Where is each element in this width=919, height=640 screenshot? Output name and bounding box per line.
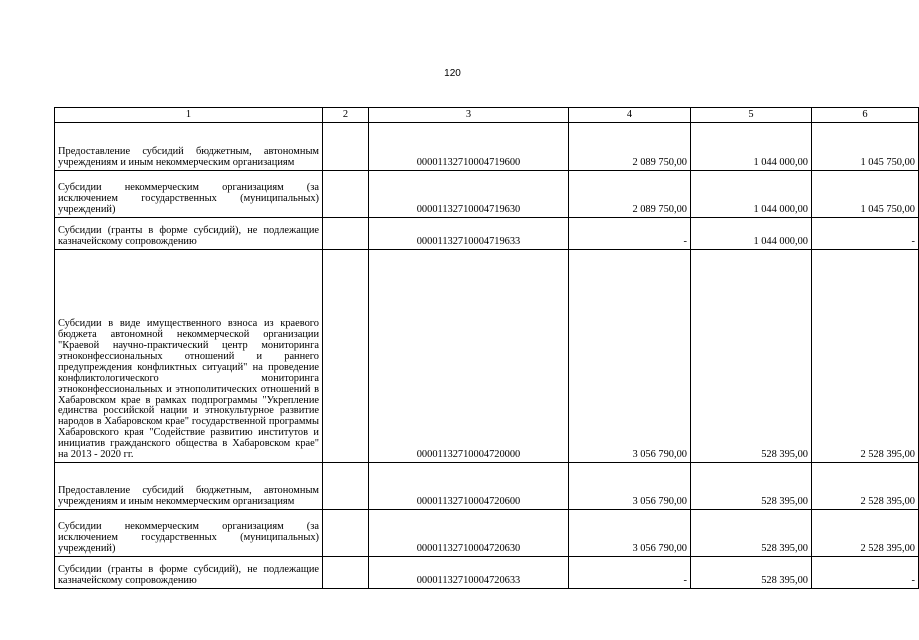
row-value-4: 3 056 790,00	[569, 463, 691, 510]
row-value-6: 2 528 395,00	[812, 250, 919, 463]
header-row	[55, 108, 919, 123]
column-header-1: 1	[55, 108, 323, 123]
row-col2	[323, 123, 369, 171]
row-value-6: -	[812, 557, 919, 589]
row-code: 00001132710004720000	[369, 250, 569, 463]
row-code: 00001132710004719633	[369, 218, 569, 250]
row-description: Субсидии некоммерческим организациям (за исключением государственных (муниципальных) учреждений)	[55, 171, 323, 218]
row-code: 00001132710004720630	[369, 510, 569, 557]
column-header-4: 4	[569, 108, 691, 123]
row-value-5: 528 395,00	[691, 250, 812, 463]
row-value-4: 3 056 790,00	[569, 250, 691, 463]
row-description: Субсидии (гранты в форме субсидий), не подлежащие казначейскому сопровождению	[55, 218, 323, 250]
row-value-4: 3 056 790,00	[569, 510, 691, 557]
row-code: 00001132710004720600	[369, 463, 569, 510]
row-value-5: 1 044 000,00	[691, 171, 812, 218]
row-value-5: 1 044 000,00	[691, 218, 812, 250]
table-row	[55, 557, 919, 589]
row-value-4: 2 089 750,00	[569, 123, 691, 171]
row-description: Субсидии некоммерческим организациям (за исключением государственных (муниципальных) учреждений)	[55, 510, 323, 557]
row-col2	[323, 510, 369, 557]
row-col2	[323, 463, 369, 510]
row-value-6: 2 528 395,00	[812, 463, 919, 510]
table-row	[55, 218, 919, 250]
row-description: Предоставление субсидий бюджетным, автономным учреждениям и иным некоммерческим организациям	[55, 123, 323, 171]
column-header-2: 2	[323, 108, 369, 123]
row-value-5: 528 395,00	[691, 557, 812, 589]
row-value-5: 528 395,00	[691, 463, 812, 510]
row-value-4: -	[569, 557, 691, 589]
row-value-4: -	[569, 218, 691, 250]
row-value-5: 528 395,00	[691, 510, 812, 557]
table-row	[55, 123, 919, 171]
table-row	[55, 463, 919, 510]
row-value-4: 2 089 750,00	[569, 171, 691, 218]
column-header-3: 3	[369, 108, 569, 123]
row-col2	[323, 557, 369, 589]
page-number: 120	[444, 68, 461, 79]
column-header-5: 5	[691, 108, 812, 123]
row-code: 00001132710004719600	[369, 123, 569, 171]
table-row	[55, 171, 919, 218]
row-description: Субсидии в виде имущественного взноса из краевого бюджета автономной некоммерческой организации "Краевой научно-практический центр мониторинга этноконфессиональных отношений и раннего предупреждения конфликтных ситуаций" на проведение конфликтологического мониторинга этноконфессиональных и этнополитических отношений в Хабаровском крае в рамках подпрограммы "Укрепление единства российской нации и этнокультурное развитие народов в Хабаровском крае" государственной программы Хабаровского края "Содействие развитию институтов и инициатив гражданского общества в Хабаровском крае" на 2013 - 2020 гг.	[55, 250, 323, 463]
row-value-6: 1 045 750,00	[812, 171, 919, 218]
row-value-5: 1 044 000,00	[691, 123, 812, 171]
row-col2	[323, 171, 369, 218]
row-description: Субсидии (гранты в форме субсидий), не подлежащие казначейскому сопровождению	[55, 557, 323, 589]
row-value-6: 2 528 395,00	[812, 510, 919, 557]
row-description: Предоставление субсидий бюджетным, автономным учреждениям и иным некоммерческим организациям	[55, 463, 323, 510]
row-code: 00001132710004720633	[369, 557, 569, 589]
row-value-6: -	[812, 218, 919, 250]
row-code: 00001132710004719630	[369, 171, 569, 218]
row-col2	[323, 250, 369, 463]
table-row	[55, 510, 919, 557]
budget-table	[54, 107, 919, 589]
table-row	[55, 250, 919, 463]
column-header-6: 6	[812, 108, 919, 123]
row-value-6: 1 045 750,00	[812, 123, 919, 171]
row-col2	[323, 218, 369, 250]
